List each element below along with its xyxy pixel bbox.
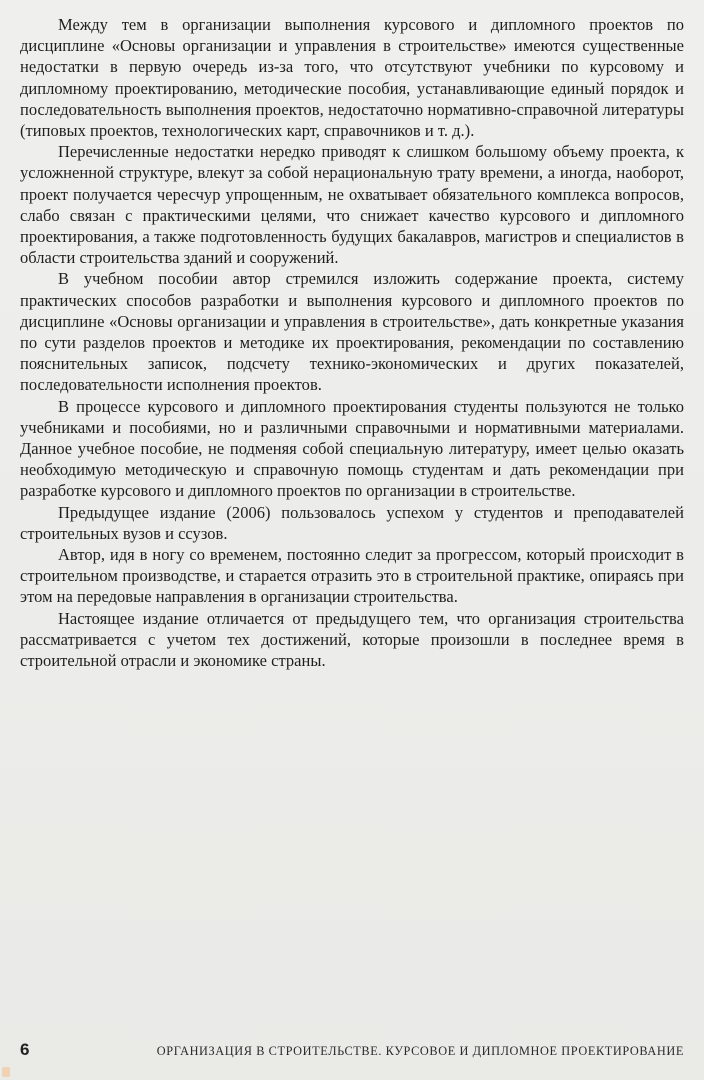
paragraph-5: Предыдущее издание (2006) пользовалось успехом у студентов и преподавателей строительных вузов и ссузов. xyxy=(20,502,684,543)
scan-edge-mark xyxy=(2,1067,10,1077)
paragraph-3: В учебном пособии автор стремился изложить содержание проекта, систему практических способов разработки и выполнения курсового и дипломного проектов по дисциплине «Основы организации и управления в строительстве», дать конкретные указания по сути разделов проектов и методике их проектирования, рекомендации по составлению пояснительных записок, подсчету технико-экономических и других показателей, последовательности исполнения проектов. xyxy=(20,269,684,395)
body-text xyxy=(20,14,684,671)
page-number: 6 xyxy=(20,1040,30,1059)
paragraph-1: Между тем в организации выполнения курсового и дипломного проектов по дисциплине «Основы организации и управления в строительстве» имеются существенные недостатки в первую очередь из-за того, что отсутствуют учебники по курсовому и дипломному проектированию, методические пособия, устанавливающие единый порядок и последовательность выполнения проектов, недостаточно нормативно-справочной литературы (типовых проектов, технологических карт, справочников и т. д.). xyxy=(20,15,684,141)
page-footer xyxy=(20,1040,684,1064)
running-title: ОРГАНИЗАЦИЯ В СТРОИТЕЛЬСТВЕ. КУРСОВОЕ И ДИПЛОМНОЕ ПРОЕКТИРОВАНИЕ xyxy=(156,1044,684,1058)
paragraph-7: Настоящее издание отличается от предыдущего тем, что организация строительства рассматривается с учетом тех достижений, которые произошли в последнее время в строительной отрасли и экономике страны. xyxy=(20,608,684,671)
paragraph-2: Перечисленные недостатки нередко приводят к слишком большому объему проекта, к усложненной структуре, влекут за собой нерациональную трату времени, а иногда, наоборот, проект получается чересчур упрощенным, не охватывает обязательного комплекса вопросов, слабо связан с практическими целями, что снижает качество курсового и дипломного проектирования, а также подготовленность будущих бакалавров, магистров и специалистов в области строительства зданий и сооружений. xyxy=(20,142,684,268)
paragraph-4: В процессе курсового и дипломного проектирования студенты пользуются не только учебниками и пособиями, но и различными справочными и нормативными материалами. Данное учебное пособие, не подменяя собой специальную литературу, имеет целью оказать необходимую методическую и справочную помощь студентам и дать рекомендации при разработке курсового и дипломного проектов по организации в строительстве. xyxy=(20,396,684,501)
paragraph-6: Автор, идя в ногу со временем, постоянно следит за прогрессом, который происходит в строительном производстве, и старается отразить это в строительной практике, опираясь при этом на передовые направления в организации строительства. xyxy=(20,545,684,607)
